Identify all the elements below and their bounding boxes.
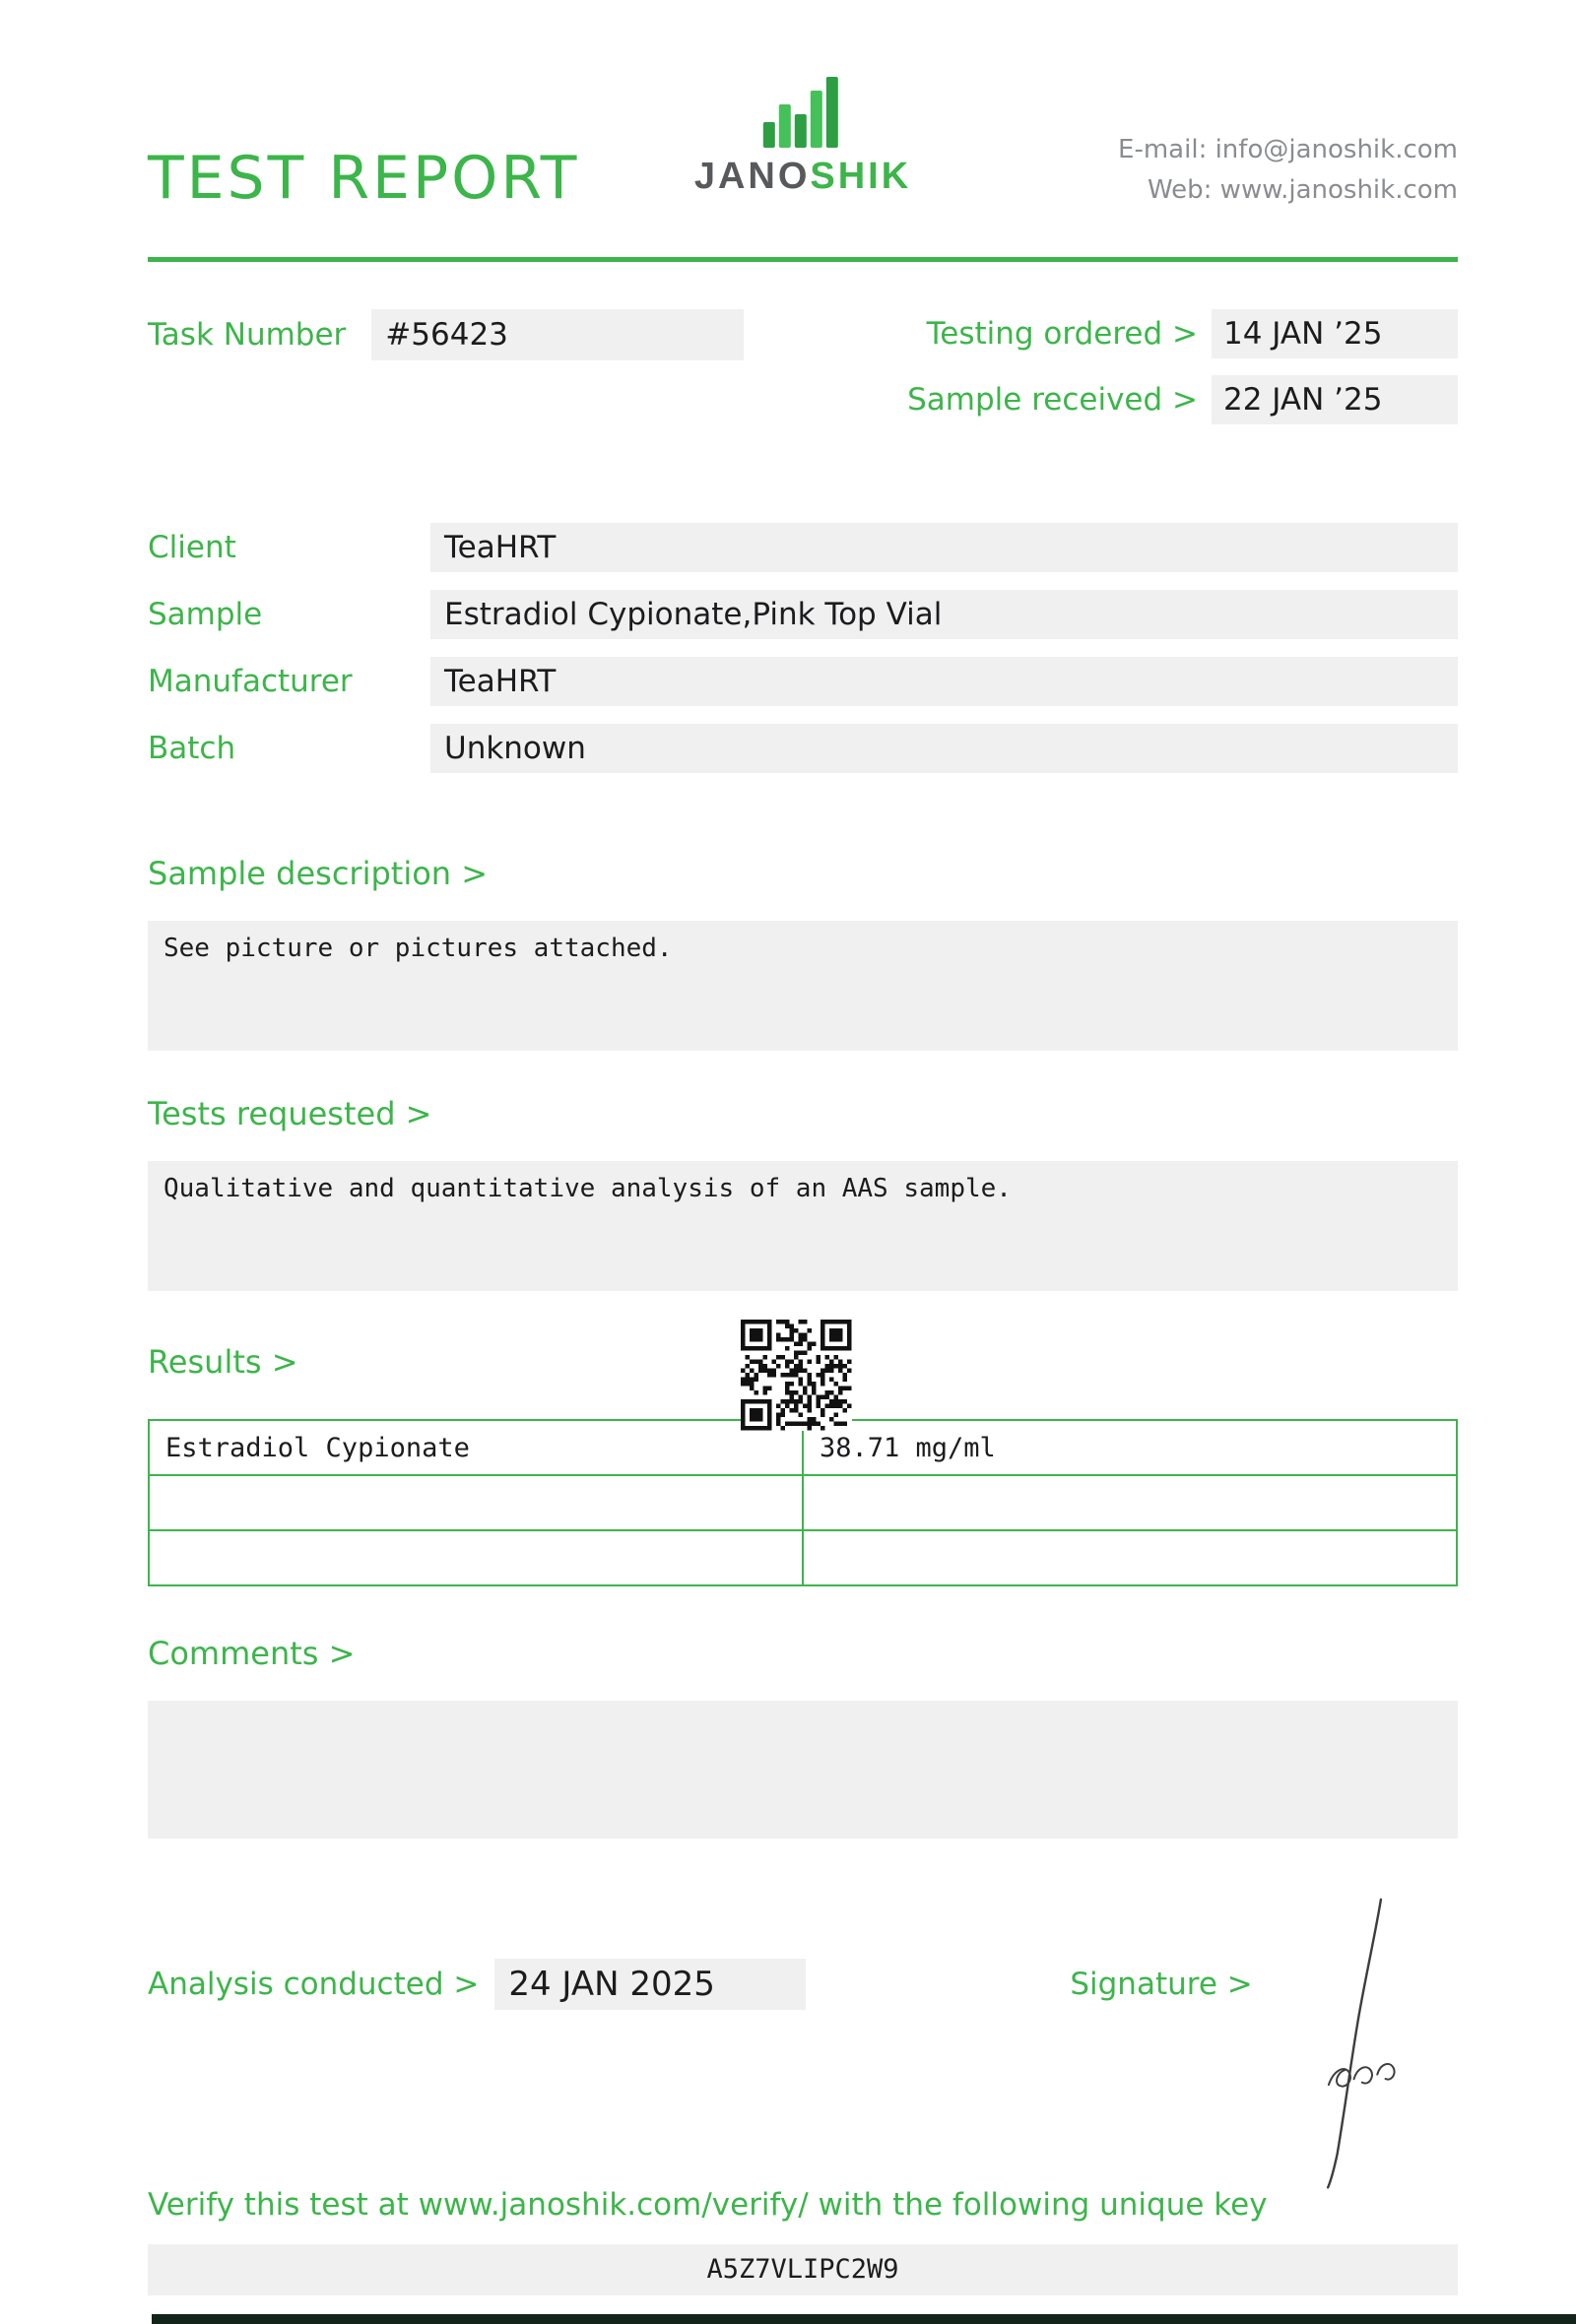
sample-value: Estradiol Cypionate,Pink Top Vial [430,590,1458,639]
comments-section [148,1634,1458,1839]
results-heading: Results > [148,1343,298,1381]
manufacturer-row [148,657,1458,706]
tests-requested-section [148,1094,1458,1291]
logo-wordmark [694,156,911,198]
signature-image [1286,1888,1455,2197]
tests-requested-heading: Tests requested > [148,1095,432,1132]
manufacturer-value: TeaHRT [430,657,1458,706]
logo-bars-icon [694,75,911,150]
meta-section [148,309,1458,424]
sample-received-label: Sample received > [907,382,1198,418]
analysis-signature-row [148,1959,1458,2010]
report-title: TEST REPORT [148,144,580,213]
manufacturer-label: Manufacturer [148,664,353,699]
result-value: 38.71 mg/ml [803,1420,1457,1475]
task-number-row [148,309,744,360]
testing-ordered-label: Testing ordered > [926,316,1198,352]
sample-description-heading: Sample description > [148,855,489,892]
tests-requested-body: Qualitative and quantitative analysis of an AAS sample. [148,1161,1458,1291]
results-table [148,1419,1458,1586]
contact-email: E-mail: info@janoshik.com [1118,135,1458,164]
analysis-conducted-label: Analysis conducted > [148,1967,480,2002]
task-number-value: #56423 [371,309,744,360]
result-value [803,1530,1457,1585]
results-row [149,1530,1457,1585]
logo-text-jano: JANO [693,156,811,197]
task-number-label: Task Number [148,317,347,353]
verify-instruction: Verify this test at www.janoshik.com/verify/ with the following unique key [148,2187,1268,2223]
page-bottom-bar [152,2314,1576,2324]
batch-value: Unknown [430,724,1458,773]
sample-description-body: See picture or pictures attached. [148,921,1458,1051]
result-value [803,1475,1457,1530]
janoshik-logo [694,75,911,198]
sample-label: Sample [148,597,263,632]
result-analyte [149,1530,803,1585]
client-value: TeaHRT [430,523,1458,572]
client-label: Client [148,530,236,565]
result-analyte: Estradiol Cypionate [149,1420,803,1475]
qr-code [741,1320,852,1431]
report-header [148,0,1458,262]
client-row [148,523,1458,572]
batch-row [148,724,1458,773]
batch-label: Batch [148,731,236,766]
sample-received-value: 22 JAN ’25 [1212,375,1458,424]
contact-web: Web: www.janoshik.com [1147,175,1458,205]
testing-ordered-value: 14 JAN ’25 [1212,309,1458,358]
analysis-conducted-value: 24 JAN 2025 [494,1959,806,2010]
results-row [149,1475,1457,1530]
testing-ordered-row [907,309,1458,358]
sample-row [148,590,1458,639]
sample-description-section [148,854,1458,1051]
logo-text-shik: SHIK [810,156,912,197]
signature-label: Signature > [1070,1967,1253,2002]
contact-info [1118,130,1458,211]
sample-received-row [907,375,1458,424]
details-section [148,523,1458,773]
comments-heading: Comments > [148,1635,356,1672]
result-analyte [149,1475,803,1530]
verify-key: A5Z7VLIPC2W9 [148,2244,1458,2295]
comments-body [148,1701,1458,1839]
